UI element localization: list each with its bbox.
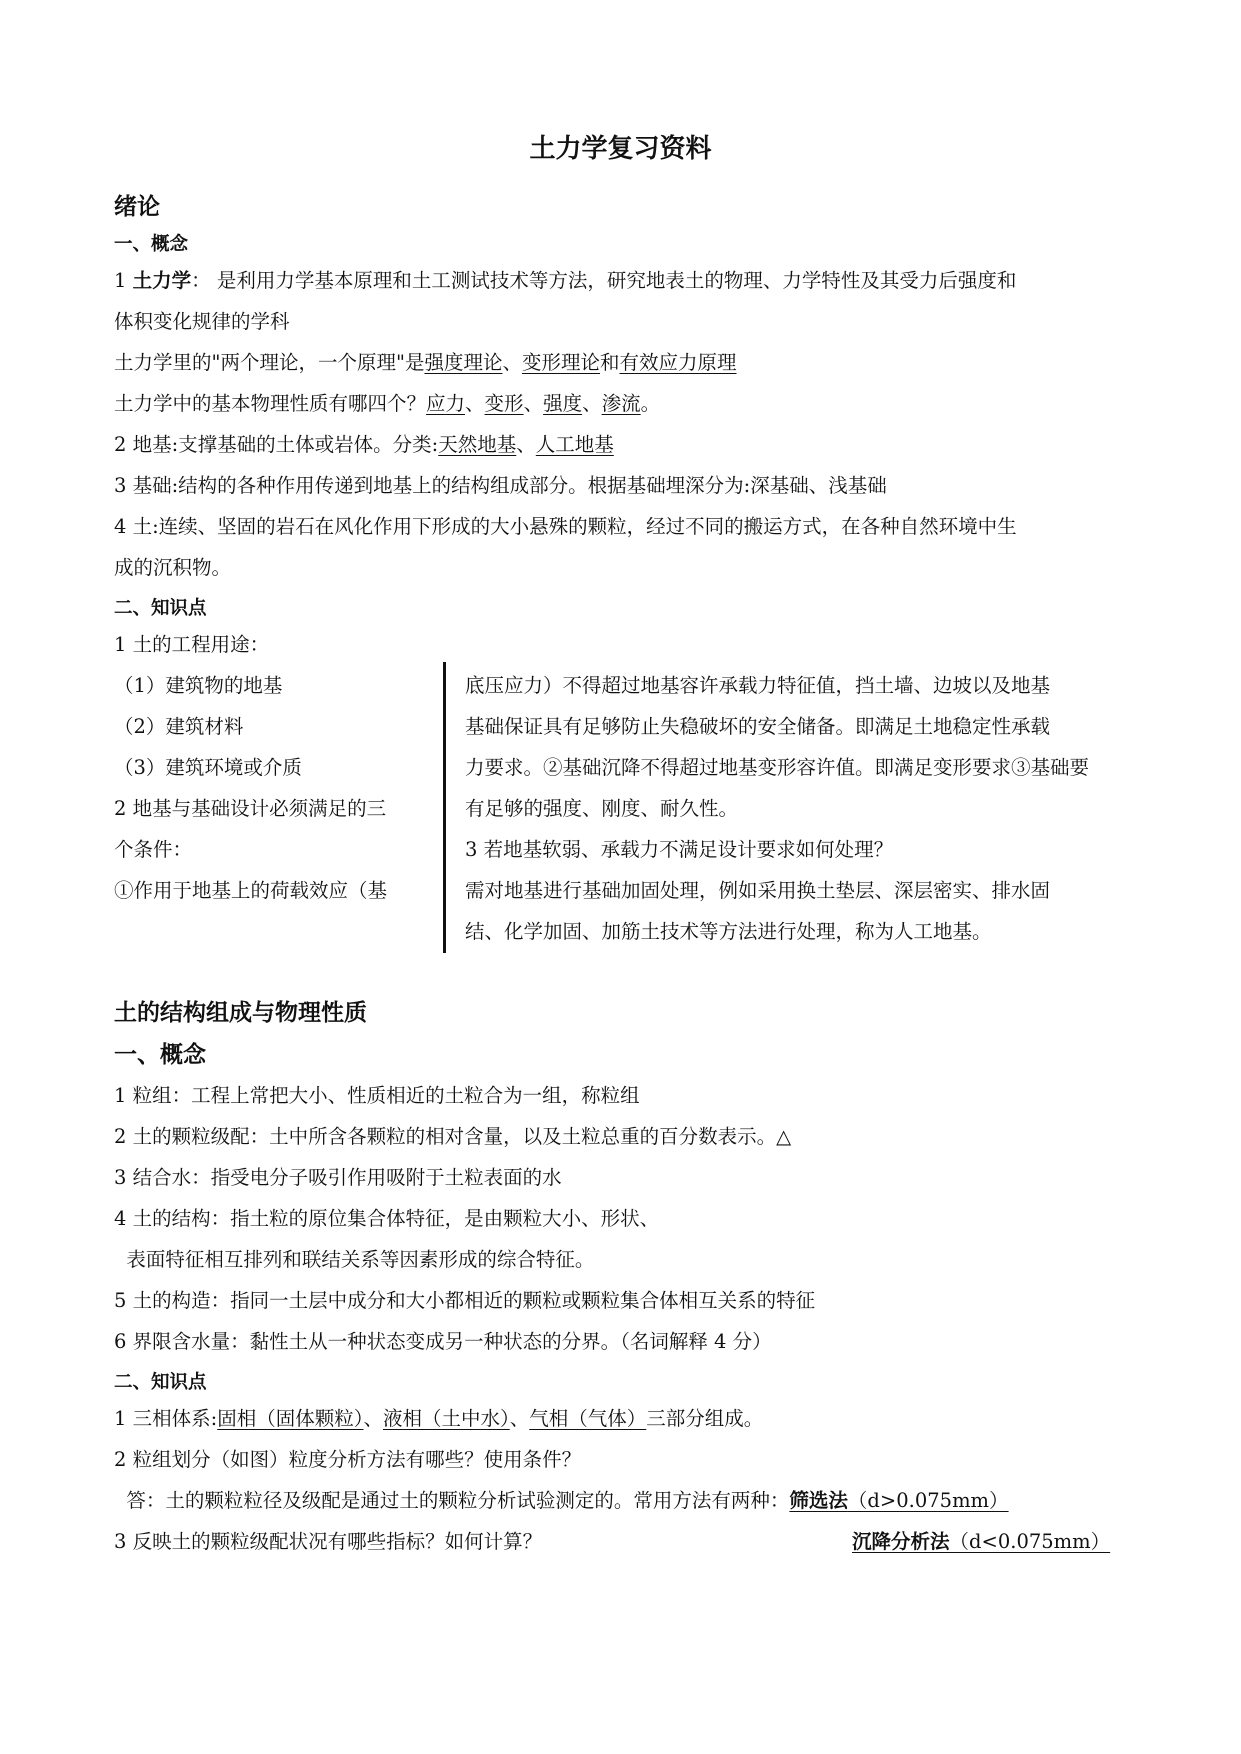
concept-line: 3 结合水：指受电分子吸引作用吸附于土粒表面的水: [114, 1166, 562, 1189]
paragraph-foundation-soil: [114, 432, 614, 458]
concept-line: 表面特征相互排列和联结关系等因素形成的综合特征。: [114, 1248, 595, 1271]
right-column-line: 力要求。②基础沉降不得超过地基变形容许值。即满足变形要求③基础要: [465, 756, 1090, 779]
concept-line: 2 土的颗粒级配：土中所含各颗粒的相对含量，以及土粒总重的百分数表示。△: [114, 1125, 792, 1148]
text-run: 三部分组成。: [646, 1407, 764, 1430]
method-sieve: 筛选法: [789, 1489, 848, 1512]
subheading-concepts: 一、概念: [114, 234, 189, 255]
item-number: 1: [114, 269, 133, 292]
left-column-line: 1 土的工程用途：: [114, 633, 270, 656]
section-heading-soil-structure: 土的结构组成与物理性质: [114, 1000, 367, 1026]
knowledge-three-phase: [114, 1406, 763, 1432]
text-run: 2 地基:支撑基础的土体或岩体。分类:: [114, 433, 439, 456]
text-run: 、: [502, 351, 522, 374]
text-run: 土力学中的基本物理性质有哪四个？: [114, 392, 427, 415]
right-column-line: 底压应力）不得超过地基容许承载力特征值，挡土墙、边坡以及地基: [465, 674, 1051, 697]
left-column-line: ①作用于地基上的荷载效应（基: [114, 879, 388, 902]
right-column-line: 结、化学加固、加筋土技术等方法进行处理，称为人工地基。: [465, 920, 992, 943]
underlined-term: 渗流: [601, 392, 641, 415]
paragraph-four-properties: [114, 391, 660, 417]
knowledge-line: 2 粒组划分（如图）粒度分析方法有哪些？使用条件？: [114, 1448, 582, 1471]
text-run: 答：土的颗粒粒径及级配是通过土的颗粒分析试验测定的。常用方法有两种：: [114, 1489, 790, 1512]
left-column-line: （2）建筑材料: [114, 715, 244, 738]
underlined-term: 固相（固体颗粒）: [217, 1407, 364, 1430]
concept-line: 5 土的构造：指同一土层中成分和大小都相近的颗粒或颗粒集合体相互关系的特征: [114, 1289, 816, 1312]
underlined-term: 气相（气体）: [529, 1407, 647, 1430]
paragraph-soil: 4 土:连续、坚固的岩石在风化作用下形成的大小悬殊的颗粒，经过不同的搬运方式，在各种自然环境中生: [114, 515, 1017, 538]
text-run: 。: [640, 392, 661, 415]
concept-line: 1 粒组：工程上常把大小、性质相近的土粒合为一组，称粒组: [114, 1084, 640, 1107]
knowledge-answer: [114, 1488, 1009, 1514]
left-column-line: 2 地基与基础设计必须满足的三: [114, 797, 387, 820]
subheading-concepts: 一、概念: [114, 1042, 206, 1068]
underlined-term: 强度理论: [424, 351, 503, 374]
section-heading-intro: 绪论: [114, 194, 160, 220]
right-column-line: 基础保证具有足够防止失稳破坏的安全储备。即满足土地稳定性承载: [465, 715, 1051, 738]
definition-text: ： 是利用力学基本原理和土工测试技术等方法，研究地表土的物理、力学特性及其受力后强度和: [191, 269, 1017, 292]
method-sedimentation-range: （d<0.075mm）: [949, 1530, 1111, 1553]
paragraph-line: 成的沉积物。: [114, 556, 232, 579]
paragraph-line: 体积变化规律的学科: [114, 310, 290, 333]
right-column-line: 3 若地基软弱、承载力不满足设计要求如何处理？: [465, 838, 894, 861]
method-sedimentation: 沉降分析法: [852, 1530, 950, 1553]
underlined-term: 有效应力原理: [619, 351, 737, 374]
underlined-term: 强度: [543, 392, 583, 415]
underlined-term: 变形理论: [521, 351, 600, 374]
underlined-term: 液相（土中水）: [382, 1407, 510, 1430]
term-soil-mechanics: 土力学: [132, 269, 192, 292]
column-divider: [443, 662, 446, 953]
separator: 、: [509, 1407, 530, 1430]
underlined-term: 人工地基: [535, 433, 614, 456]
method-sieve-range: （d>0.075mm）: [847, 1489, 1009, 1512]
separator: 、: [516, 433, 536, 456]
concept-line: 6 界限含水量：黏性土从一种状态变成另一种状态的分界。（名词解释 4 分）: [114, 1330, 772, 1353]
separator: 、: [582, 392, 602, 415]
text-run: 土力学里的"两个理论，一个原理"是: [114, 351, 425, 374]
left-column-line: （3）建筑环境或介质: [114, 756, 302, 779]
text-run: 1 三相体系:: [114, 1407, 218, 1430]
paragraph-foundation: 3 基础:结构的各种作用传递到地基上的结构组成部分。根据基础埋深分为:深基础、浅基础: [114, 474, 887, 497]
text-run: 和: [600, 351, 620, 374]
separator: 、: [523, 392, 544, 415]
right-column-line: 有足够的强度、刚度、耐久性。: [465, 797, 739, 820]
subheading-knowledge: 二、知识点: [114, 1372, 207, 1393]
underlined-term: 天然地基: [438, 433, 517, 456]
method-sedimentation-line: [852, 1529, 1110, 1555]
left-column-line: 个条件：: [114, 838, 193, 861]
paragraph-two-theories: [114, 350, 737, 376]
underlined-term: 变形: [484, 392, 524, 415]
left-column-line: （1）建筑物的地基: [114, 674, 283, 697]
separator: 、: [363, 1407, 383, 1430]
paragraph-soil-mechanics: [114, 268, 1016, 294]
underlined-term: 应力: [426, 392, 466, 415]
document-title: 土力学复习资料: [529, 134, 712, 164]
right-column-line: 需对地基进行基础加固处理，例如采用换土垫层、深层密实、排水固: [465, 879, 1051, 902]
subheading-knowledge: 二、知识点: [114, 598, 207, 619]
separator: 、: [465, 392, 485, 415]
concept-line: 4 土的结构：指土粒的原位集合体特征，是由颗粒大小、形状、: [114, 1207, 660, 1230]
knowledge-line: 3 反映土的颗粒级配状况有哪些指标？如何计算？: [114, 1530, 543, 1553]
